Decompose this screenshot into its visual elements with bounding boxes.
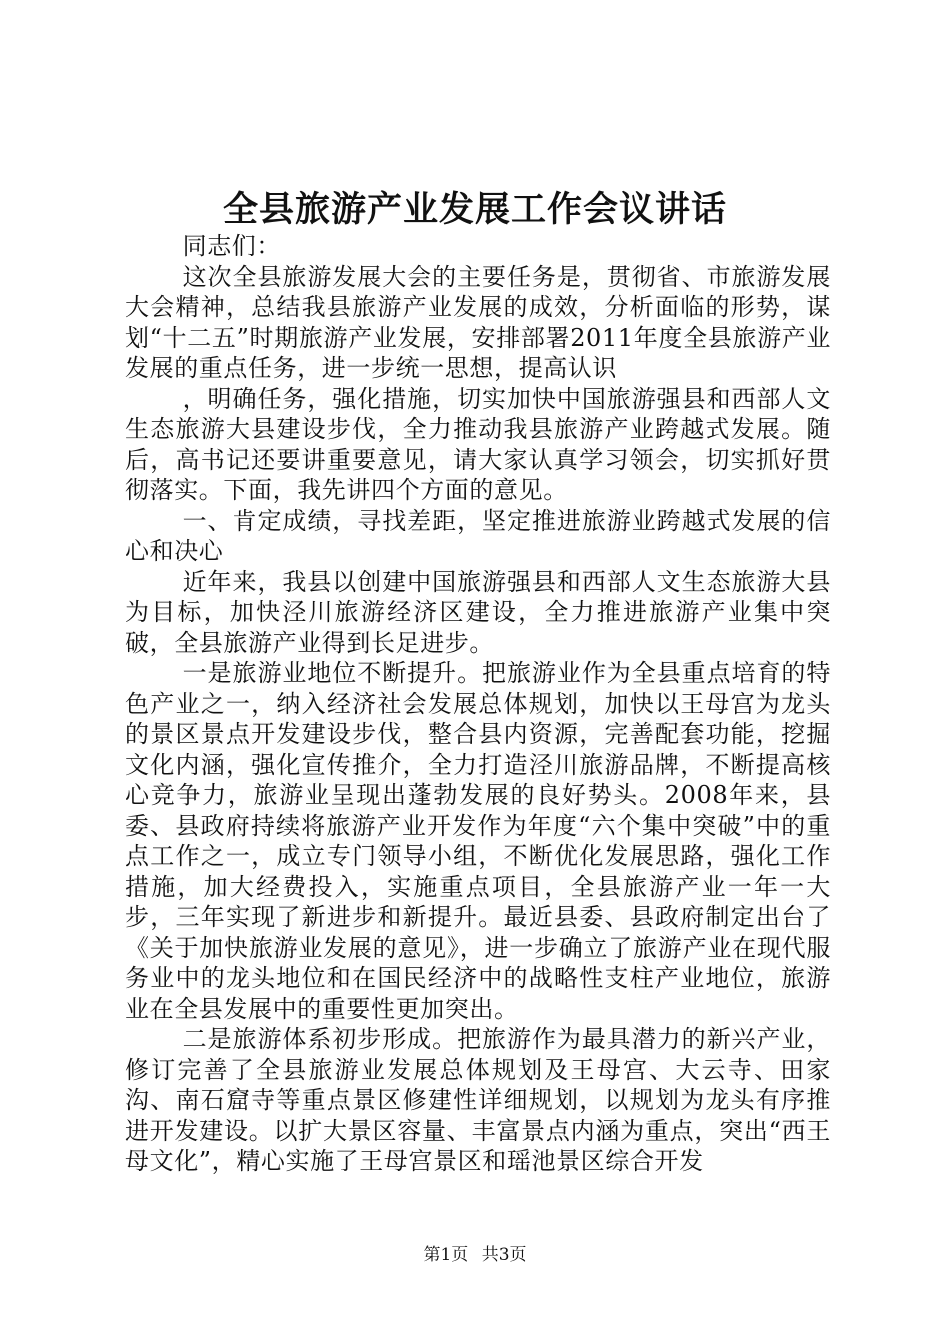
body-paragraph: ，明确任务，强化措施，切实加快中国旅游强县和西部人文生态旅游大县建设步伐，全力推动我县旅游产业跨越式发展。随后，高书记还要讲重要意见，请大家认真学习领会，切实抓好贯彻落实。下面，我先讲四个方面的意见。 bbox=[125, 384, 831, 504]
page-total: 共3页 bbox=[481, 1245, 527, 1265]
body-paragraph: 一是旅游业地位不断提升。把旅游业作为全县重点培育的特色产业之一，纳入经济社会发展总体规划，加快以王母宫为龙头的景区景点开发建设步伐，整合县内资源，完善配套功能，挖掘文化内涵，强化宣传推介，全力打造泾川旅游品牌，不断提高核心竞争力，旅游业呈现出蓬勃发展的良好势头。2008年来，县委、县政府持续将旅游产业开发作为年度“六个集中突破”中的重点工作之一，成立专门领导小组，不断优化发展思路，强化工作措施，加大经费投入，实施重点项目，全县旅游产业一年一大步，三年实现了新进步和新提升。最近县委、县政府制定出台了《关于加快旅游业发展的意见》，进一步确立了旅游产业在现代服务业中的龙头地位和在国民经济中的战略性支柱产业地位，旅游业在全县发展中的重要性更加突出。 bbox=[125, 659, 831, 1023]
page-footer bbox=[0, 1244, 950, 1266]
document-body bbox=[125, 231, 831, 1177]
body-paragraph: 二是旅游体系初步形成。把旅游作为最具潜力的新兴产业，修订完善了全县旅游业发展总体规划及王母宫、大云寺、田家沟、南石窟寺等重点景区修建性详细规划，以规划为龙头有序推进开发建设。以扩大景区容量、丰富景点内涵为重点，突出“西王母文化”，精心实施了王母宫景区和瑶池景区综合开发 bbox=[125, 1025, 831, 1175]
body-paragraph: 这次全县旅游发展大会的主要任务是，贯彻省、市旅游发展大会精神，总结我县旅游产业发展的成效，分析面临的形势，谋划“十二五”时期旅游产业发展，安排部署2011年度全县旅游产业发展的重点任务，进一步统一思想，提高认识 bbox=[125, 262, 831, 382]
section-heading: 一、肯定成绩，寻找差距，坚定推进旅游业跨越式发展的信心和决心 bbox=[125, 506, 831, 565]
body-paragraph: 近年来，我县以创建中国旅游强县和西部人文生态旅游大县为目标，加快泾川旅游经济区建设，全力推进旅游产业集中突破，全县旅游产业得到长足进步。 bbox=[125, 567, 831, 657]
salutation-paragraph: 同志们： bbox=[182, 232, 281, 260]
document-title: 全县旅游产业发展工作会议讲话 bbox=[222, 189, 727, 230]
page-number: 第1页 bbox=[423, 1245, 469, 1265]
